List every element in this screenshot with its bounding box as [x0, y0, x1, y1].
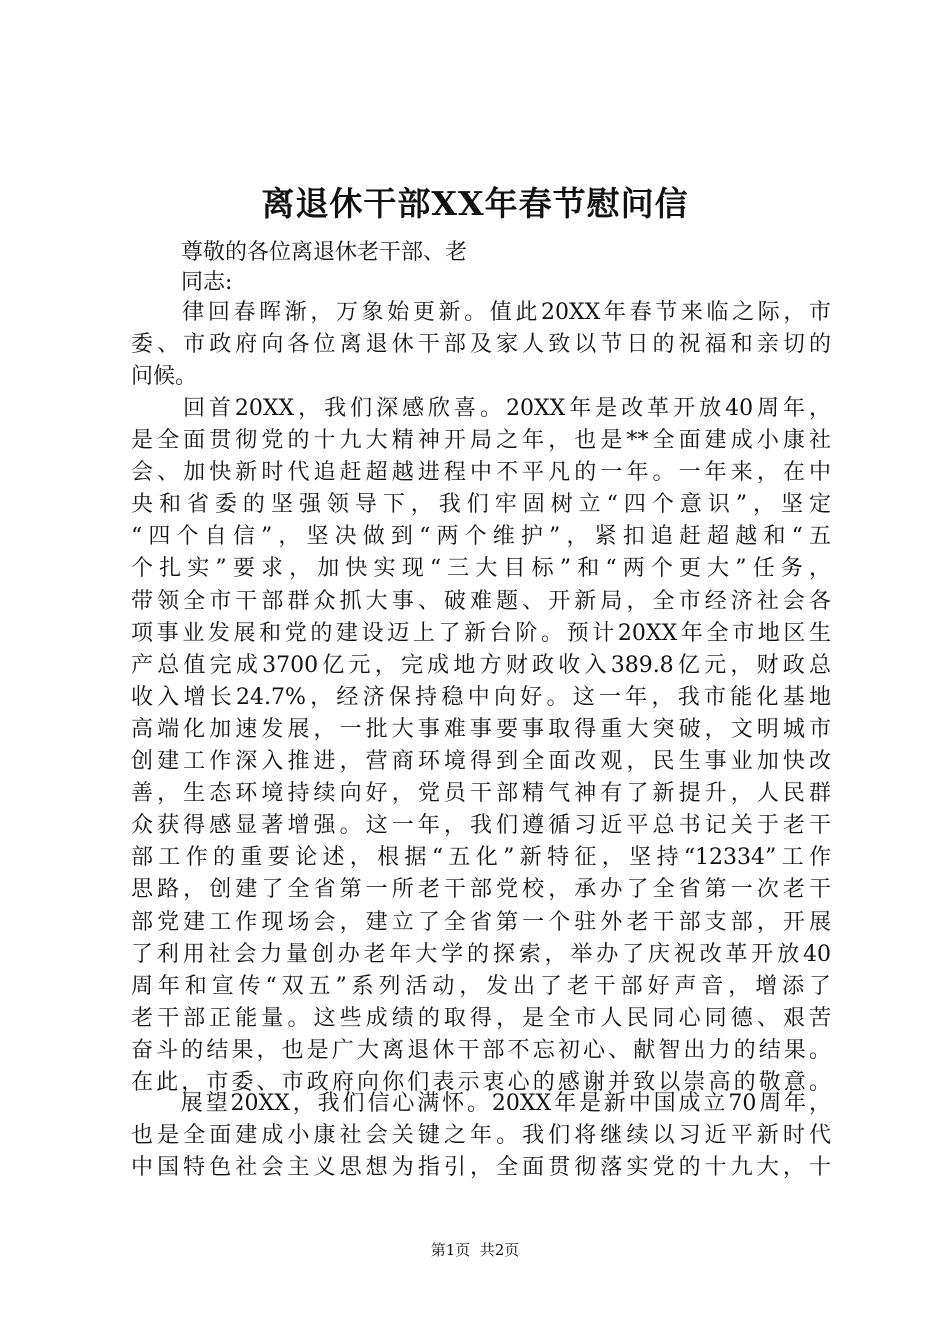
- paragraph-line: 众获得感显著增强。这一年，我们遵循习近平总书记关于老干: [131, 813, 831, 839]
- paragraph-line: 是全面贯彻党的十九大精神开局之年，也是**全面建成小康社: [131, 428, 831, 454]
- salutation-line-2: 同志:: [181, 270, 233, 295]
- paragraph-line: 委、市政府向各位离退休干部及家人致以节日的祝福和亲切的: [131, 332, 831, 358]
- paragraph-outlook: [131, 1088, 831, 1184]
- page-footer: 第1页 共2页: [430, 1241, 520, 1259]
- paragraph-line: 思路，创建了全省第一所老干部党校，承办了全省第一次老干: [131, 877, 831, 903]
- paragraph-line: 项事业发展和党的建设迈上了新台阶。预计20XX年全市地区生: [131, 620, 831, 646]
- paragraph-line: 在此，市委、市政府向你们表示衷心的感谢并致以崇高的敬意。: [131, 1069, 831, 1095]
- paragraph-line: 老干部正能量。这些成绩的取得，是全市人民同心同德、艰苦: [131, 1005, 831, 1031]
- paragraph-line: 中国特色社会主义思想为指引，全面贯彻落实党的十九大，十: [131, 1155, 831, 1181]
- paragraph-line: 善，生态环境持续向好，党员干部精气神有了新提升，人民群: [131, 781, 831, 807]
- paragraph-line: 问候。: [131, 364, 198, 390]
- paragraph-line: 了利用社会力量创办老年大学的探索，举办了庆祝改革开放40: [131, 941, 831, 967]
- paragraph-greeting: [131, 297, 831, 393]
- paragraph-line: 会、加快新时代追赶超越进程中不平凡的一年。一年来，在中: [131, 460, 831, 486]
- paragraph-line: 展望20XX，我们信心满怀。20XX年是新中国成立70周年，: [131, 1091, 831, 1116]
- paragraph-line: 部工作的重要论述，根据“五化”新特征，坚持“12334”工作: [131, 845, 831, 871]
- paragraph-line: 个扎实”要求，加快实现“三大目标”和“两个更大”任务，: [131, 556, 831, 582]
- letter-title: 离退休干部XX年春节慰问信: [261, 184, 689, 223]
- paragraph-line: 律回春晖渐，万象始更新。值此20XX年春节来临之际，市: [131, 300, 831, 325]
- paragraph-line: 回首20XX，我们深感欣喜。20XX年是改革开放40周年，: [131, 396, 831, 421]
- salutation-line-1: 尊敬的各位离退休老干部、老: [181, 240, 468, 265]
- paragraph-line: 部党建工作现场会，建立了全省第一个驻外老干部支部，开展: [131, 909, 831, 935]
- paragraph-review: [131, 393, 831, 1099]
- paragraph-line: 奋斗的结果，也是广大离退休干部不忘初心、献智出力的结果。: [131, 1037, 831, 1063]
- paragraph-line: 高端化加速发展，一批大事难事要事取得重大突破，文明城市: [131, 716, 831, 742]
- paragraph-line: 周年和宣传“双五”系列活动，发出了老干部好声音，增添了: [131, 973, 831, 999]
- paragraph-line: “四个自信”，坚决做到“两个维护”，紧扣追赶超越和“五: [131, 524, 831, 550]
- paragraph-line: 央和省委的坚强领导下，我们牢固树立“四个意识”，坚定: [131, 492, 831, 518]
- paragraph-line: 创建工作深入推进，营商环境得到全面改观，民生事业加快改: [131, 749, 831, 775]
- paragraph-line: 带领全市干部群众抓大事、破难题、开新局，全市经济社会各: [131, 588, 831, 614]
- paragraph-line: 收入增长24.7%，经济保持稳中向好。这一年，我市能化基地: [131, 684, 831, 710]
- paragraph-line: 也是全面建成小康社会关键之年。我们将继续以习近平新时代: [131, 1123, 831, 1149]
- paragraph-line: 产总值完成3700亿元，完成地方财政收入389.8亿元，财政总: [131, 652, 831, 678]
